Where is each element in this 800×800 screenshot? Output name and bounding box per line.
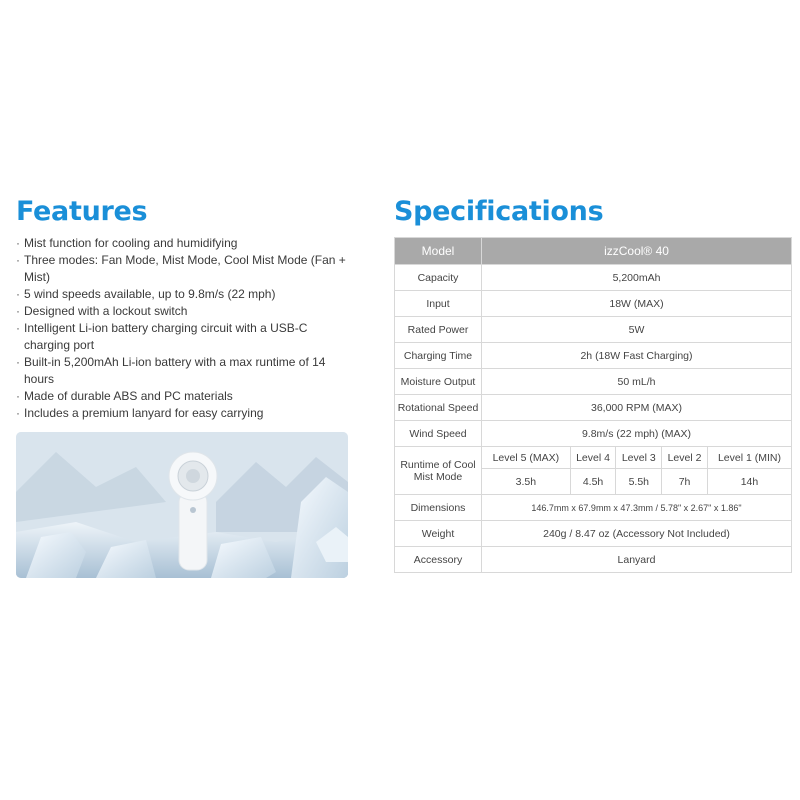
- product-photo: [16, 432, 348, 578]
- table-row: [395, 495, 792, 521]
- table-row: [395, 421, 792, 447]
- wind-speed-value: 9.8m/s (22 mph) (MAX): [482, 421, 792, 447]
- table-row: [395, 447, 792, 469]
- list-item: · Mist function for cooling and humidifying: [16, 235, 346, 252]
- input-label: Input: [395, 291, 482, 317]
- runtime-value-4: 4.5h: [570, 469, 616, 495]
- model-label: Model: [395, 238, 482, 265]
- runtime-value-5: 3.5h: [482, 469, 571, 495]
- list-item: · Intelligent Li-ion battery charging circuit with a USB-C charging port: [16, 320, 346, 354]
- table-row: [395, 343, 792, 369]
- runtime-level-4: Level 4: [570, 447, 616, 469]
- product-illustration: [16, 432, 348, 578]
- moisture-output-value: 50 mL/h: [482, 369, 792, 395]
- table-header-row: [395, 238, 792, 265]
- features-list: [16, 235, 346, 422]
- runtime-value-2: 7h: [662, 469, 708, 495]
- rated-power-value: 5W: [482, 317, 792, 343]
- table-row: [395, 369, 792, 395]
- list-item: · Includes a premium lanyard for easy carrying: [16, 405, 346, 422]
- runtime-level-2: Level 2: [662, 447, 708, 469]
- table-row: [395, 547, 792, 573]
- input-value: 18W (MAX): [482, 291, 792, 317]
- list-item: · Made of durable ABS and PC materials: [16, 388, 346, 405]
- capacity-value: 5,200mAh: [482, 265, 792, 291]
- runtime-value-3: 5.5h: [616, 469, 662, 495]
- rotational-speed-label: Rotational Speed: [395, 395, 482, 421]
- charging-time-value: 2h (18W Fast Charging): [482, 343, 792, 369]
- accessory-label: Accessory: [395, 547, 482, 573]
- runtime-label: Runtime of Cool Mist Mode: [395, 447, 482, 495]
- rotational-speed-value: 36,000 RPM (MAX): [482, 395, 792, 421]
- list-item: · Built-in 5,200mAh Li-ion battery with a max runtime of 14 hours: [16, 354, 346, 388]
- moisture-output-label: Moisture Output: [395, 369, 482, 395]
- specifications-title: Specifications: [394, 196, 604, 227]
- runtime-level-5: Level 5 (MAX): [482, 447, 571, 469]
- table-row: [395, 521, 792, 547]
- rated-power-label: Rated Power: [395, 317, 482, 343]
- table-row: [395, 317, 792, 343]
- runtime-level-1: Level 1 (MIN): [707, 447, 791, 469]
- wind-speed-label: Wind Speed: [395, 421, 482, 447]
- capacity-label: Capacity: [395, 265, 482, 291]
- charging-time-label: Charging Time: [395, 343, 482, 369]
- table-row: [395, 265, 792, 291]
- weight-label: Weight: [395, 521, 482, 547]
- dimensions-label: Dimensions: [395, 495, 482, 521]
- list-item: · Three modes: Fan Mode, Mist Mode, Cool Mist Mode (Fan + Mist): [16, 252, 346, 286]
- accessory-value: Lanyard: [482, 547, 792, 573]
- list-item: · 5 wind speeds available, up to 9.8m/s (22 mph): [16, 286, 346, 303]
- specifications-table: [394, 237, 792, 573]
- runtime-value-1: 14h: [707, 469, 791, 495]
- runtime-level-3: Level 3: [616, 447, 662, 469]
- weight-value: 240g / 8.47 oz (Accessory Not Included): [482, 521, 792, 547]
- table-row: [395, 395, 792, 421]
- model-value: izzCool® 40: [482, 238, 792, 265]
- table-row: [395, 291, 792, 317]
- list-item: · Designed with a lockout switch: [16, 303, 346, 320]
- features-title: Features: [16, 196, 148, 227]
- dimensions-value: 146.7mm x 67.9mm x 47.3mm / 5.78" x 2.67" x 1.86": [482, 495, 792, 521]
